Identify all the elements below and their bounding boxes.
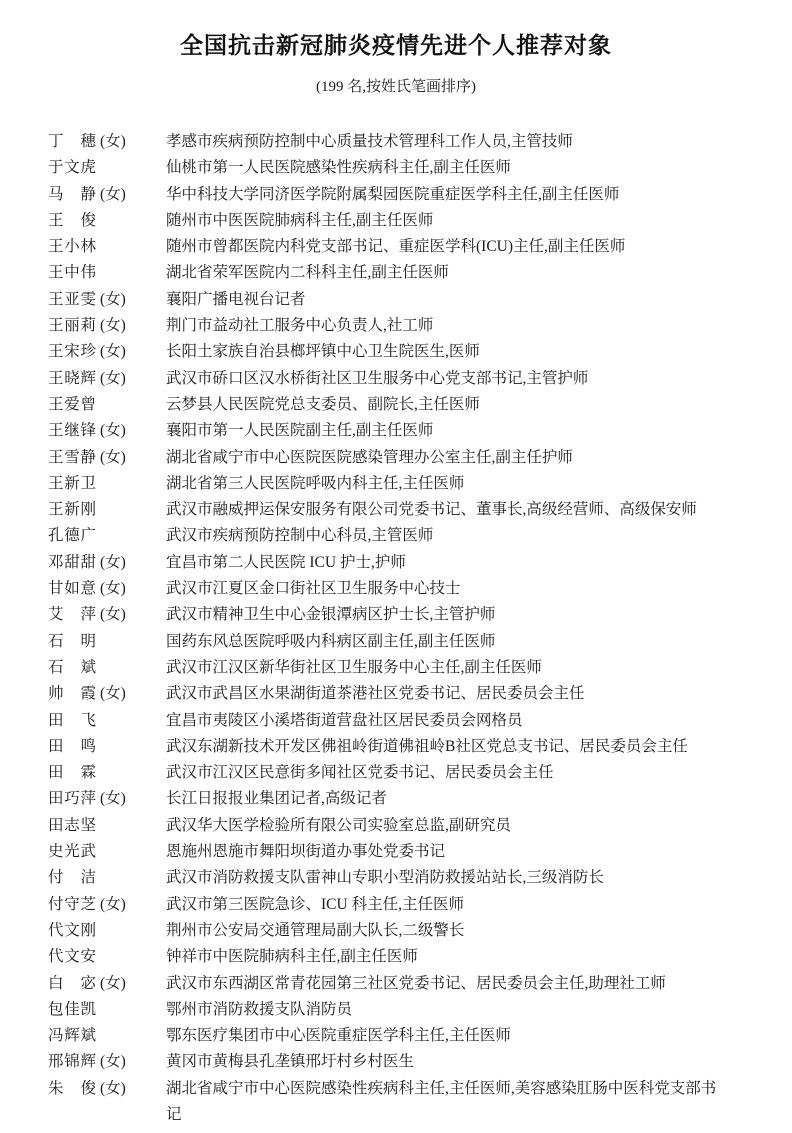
- person-description: 云梦县人民医院党总支委员、副院长,主任医师: [166, 395, 480, 413]
- list-item: [48, 497, 722, 523]
- person-description: 武汉东湖新技术开发区佛祖岭街道佛祖岭B社区党总支书记、居民委员会主任: [166, 737, 688, 755]
- list-item: [48, 629, 722, 655]
- person-name: 邓甜甜: [48, 553, 96, 571]
- person-name: 石明: [48, 632, 96, 650]
- person-name: 王小林: [48, 238, 96, 256]
- person-description: 襄阳市第一人民医院副主任,副主任医师: [166, 422, 434, 440]
- list-item: [48, 418, 722, 444]
- person-name: 王新刚: [48, 501, 96, 519]
- person-name: 冯辉斌: [48, 1027, 96, 1045]
- person-description: 随州市曾都医院内科党支部书记、重症医学科(ICU)主任,副主任医师: [166, 238, 626, 256]
- gender-marker: (女): [100, 895, 126, 913]
- person-name: 田志坚: [48, 816, 96, 834]
- person-description: 武汉市第三医院急诊、ICU 科主任,主任医师: [166, 895, 464, 913]
- gender-marker: (女): [100, 1079, 126, 1097]
- list-item: [48, 129, 722, 155]
- list-item: [48, 865, 722, 891]
- person-name: 王雪静: [48, 448, 96, 466]
- list-item: [48, 708, 722, 734]
- list-item: [48, 471, 722, 497]
- list-item: [48, 208, 722, 234]
- person-name: 王丽莉: [48, 317, 96, 335]
- person-name: 邢锦辉: [48, 1053, 96, 1071]
- person-name: 王新卫: [48, 474, 96, 492]
- person-description: 长江日报报业集团记者,高级记者: [166, 790, 387, 808]
- person-description: 钟祥市中医院肺病科主任,副主任医师: [166, 948, 418, 966]
- person-description: 长阳土家族自治县榔坪镇中心卫生院医生,医师: [166, 343, 480, 361]
- list-item: [48, 234, 722, 260]
- document-subtitle: (199 名,按姓氏笔画排序): [316, 79, 476, 95]
- gender-marker: (女): [100, 606, 126, 624]
- person-description: 武汉市硚口区汉水桥街社区卫生服务中心党支部书记,主管护师: [166, 369, 589, 387]
- person-description: 武汉市东西湖区常青花园第三社区党委书记、居民委员会主任,助理社工师: [166, 974, 666, 992]
- document-title: 全国抗击新冠肺炎疫情先进个人推荐对象: [180, 33, 612, 58]
- list-item: [48, 681, 722, 707]
- person-name: 付洁: [48, 869, 96, 887]
- list-item: [48, 445, 722, 471]
- person-description: 宜昌市第二人民医院 ICU 护士,护师: [166, 553, 406, 571]
- list-item: [48, 392, 722, 418]
- gender-marker: (女): [100, 185, 126, 203]
- gender-marker: (女): [100, 422, 126, 440]
- gender-marker: (女): [100, 1053, 126, 1071]
- list-item: [48, 260, 722, 286]
- gender-marker: (女): [100, 448, 126, 466]
- person-name: 帅霞: [48, 685, 96, 703]
- gender-marker: (女): [100, 317, 126, 335]
- person-description: 武汉市武昌区水果湖街道茶港社区党委书记、居民委员会主任: [166, 685, 585, 703]
- person-name: 田霖: [48, 764, 96, 782]
- person-name: 王中伟: [48, 264, 96, 282]
- list-item: [48, 602, 722, 628]
- person-name: 史光武: [48, 843, 96, 861]
- person-name: 王爱曾: [48, 395, 96, 413]
- person-description: 孝感市疾病预防控制中心质量技术管理科工作人员,主管技师: [166, 133, 573, 150]
- gender-marker: (女): [100, 133, 126, 150]
- person-name: 朱俊: [48, 1079, 96, 1097]
- list-item: [48, 550, 722, 576]
- person-name: 王宋珍: [48, 343, 96, 361]
- person-name: 王俊: [48, 211, 96, 229]
- person-name: 孔德广: [48, 527, 96, 545]
- person-description: 襄阳广播电视台记者: [166, 290, 306, 308]
- list-item: [48, 1049, 722, 1075]
- list-item: [48, 786, 722, 812]
- person-description: 国药东风总医院呼吸内科病区副主任,副主任医师: [166, 632, 496, 650]
- person-name: 代文刚: [48, 921, 96, 939]
- person-description: 武汉市消防救援支队雷神山专职小型消防救援站站长,三级消防长: [166, 869, 604, 887]
- person-description: 湖北省咸宁市中心医院医院感染管理办公室主任,副主任护师: [166, 448, 573, 466]
- person-name: 甘如意: [48, 580, 96, 598]
- person-description: 武汉市精神卫生中心金银潭病区护士长,主管护师: [166, 606, 496, 624]
- list-item: [48, 182, 722, 208]
- list-item: [48, 523, 722, 549]
- gender-marker: (女): [100, 580, 126, 598]
- person-name: 王晓辉: [48, 369, 96, 387]
- gender-marker: (女): [100, 974, 126, 992]
- list-item: [48, 839, 722, 865]
- list-item: [48, 339, 722, 365]
- list-item: [48, 944, 722, 970]
- person-description: 恩施州恩施市舞阳坝街道办事处党委书记: [166, 843, 446, 861]
- list-item: [48, 760, 722, 786]
- person-name: 包佳凯: [48, 1000, 96, 1018]
- person-description: 湖北省荣军医院内二科科主任,副主任医师: [166, 264, 449, 282]
- person-description: 武汉市江汉区民意街多闻社区党委书记、居民委员会主任: [166, 764, 554, 782]
- person-name: 田鸣: [48, 737, 96, 755]
- person-name: 田飞: [48, 711, 96, 729]
- person-description: 随州市中医医院肺病科主任,副主任医师: [166, 211, 434, 229]
- list-item: [48, 287, 722, 313]
- person-name: 付守芝: [48, 895, 96, 913]
- person-description: 湖北省第三人民医院呼吸内科主任,主任医师: [166, 474, 465, 492]
- person-description: 荆门市益动社工服务中心负责人,社工师: [166, 317, 434, 335]
- person-name: 于文虎: [48, 159, 96, 177]
- person-name: 马静: [48, 185, 96, 203]
- recommended-individuals-list: [0, 129, 792, 1128]
- person-description: 黄冈市黄梅县孔垄镇邢圩村乡村医生: [166, 1053, 415, 1071]
- list-item: [48, 655, 722, 681]
- person-description: 武汉市疾病预防控制中心科员,主管医师: [166, 527, 434, 545]
- list-item: [48, 971, 722, 997]
- person-name: 丁穗: [48, 133, 96, 150]
- list-item: [48, 576, 722, 602]
- person-name: 白宓: [48, 974, 96, 992]
- person-description: 武汉市江夏区金口街社区卫生服务中心技士: [166, 580, 461, 598]
- person-name: 王继锋: [48, 422, 96, 440]
- list-item: [48, 1076, 722, 1129]
- person-description: 荆州市公安局交通管理局副大队长,二级警长: [166, 921, 465, 939]
- list-item: [48, 366, 722, 392]
- person-description: 宜昌市夷陵区小溪塔街道营盘社区居民委员会网格员: [166, 711, 523, 729]
- gender-marker: (女): [100, 685, 126, 703]
- gender-marker: (女): [100, 369, 126, 387]
- person-description: 武汉华大医学检验所有限公司实验室总监,副研究员: [166, 816, 511, 834]
- person-name: 代文安: [48, 948, 96, 966]
- person-description: 鄂州市消防救援支队消防员: [166, 1000, 353, 1018]
- list-item: [48, 997, 722, 1023]
- list-item: [48, 1023, 722, 1049]
- person-name: 石斌: [48, 658, 96, 676]
- person-description: 湖北省咸宁市中心医院感染性疾病科主任,主任医师,美容感染肛肠中医科党支部书记: [166, 1079, 717, 1123]
- gender-marker: (女): [100, 790, 126, 808]
- gender-marker: (女): [100, 343, 126, 361]
- gender-marker: (女): [100, 553, 126, 571]
- person-name: 艾萍: [48, 606, 96, 624]
- person-description: 鄂东医疗集团市中心医院重症医学科主任,主任医师: [166, 1027, 511, 1045]
- list-item: [48, 892, 722, 918]
- list-item: [48, 734, 722, 760]
- list-item: [48, 813, 722, 839]
- person-description: 仙桃市第一人民医院感染性疾病科主任,副主任医师: [166, 159, 511, 177]
- person-description: 武汉市融威押运保安服务有限公司党委书记、董事长,高级经营师、高级保安师: [166, 501, 697, 519]
- list-item: [48, 918, 722, 944]
- person-description: 武汉市江汉区新华街社区卫生服务中心主任,副主任医师: [166, 658, 542, 676]
- person-description: 华中科技大学同济医学院附属梨园医院重症医学科主任,副主任医师: [166, 185, 620, 203]
- person-name: 王亚雯: [48, 290, 96, 308]
- person-name: 田巧萍: [48, 790, 96, 808]
- gender-marker: (女): [100, 290, 126, 308]
- list-item: [48, 313, 722, 339]
- list-item: [48, 155, 722, 181]
